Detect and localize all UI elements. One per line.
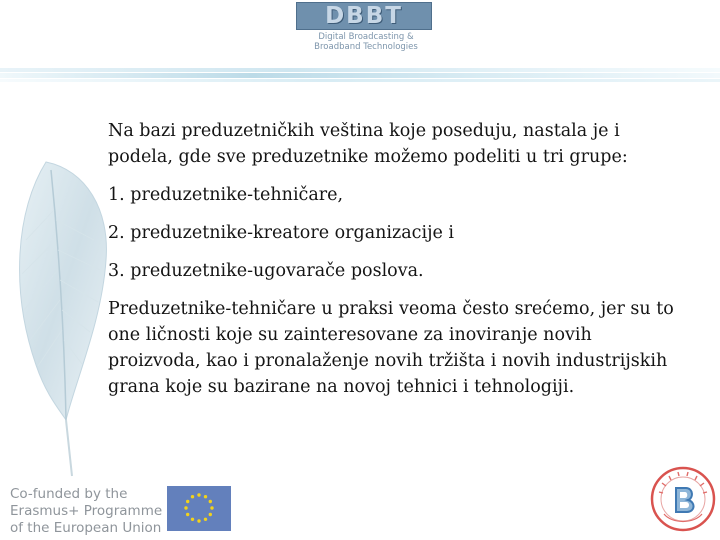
header-stripe — [0, 73, 720, 78]
intro-paragraph: Na bazi preduzetničkih veština koje poseduju, nastala je i podela, gde sve preduzetnike možemo podeliti u tri grupe: — [108, 121, 628, 167]
list-item: 3. preduzetnike-ugovarače poslova. — [108, 261, 424, 281]
dbbt-logo-line2: Broadband Technologies — [314, 42, 418, 52]
cofunded-line: Erasmus+ Programme — [10, 503, 163, 519]
dbbt-logo-line1: Digital Broadcasting & — [318, 32, 414, 42]
university-badge-icon — [650, 466, 716, 532]
feather-quill-icon — [6, 150, 116, 480]
cofunded-text — [10, 486, 163, 537]
list-item: 2. preduzetnike-kreatore organizacije i — [108, 223, 455, 243]
eu-flag-icon — [167, 486, 231, 531]
closing-paragraph: Preduzetnike-tehničare u praksi veoma često srećemo, jer su to one ličnosti koje su zainteresovane za inoviranje novih proizvoda, kao i pronalaženje novih tržišta i novih industrijskih grana koje su bazirane na novoj tehnici i tehnologiji. — [108, 299, 674, 397]
dbbt-logo-box — [296, 2, 432, 30]
dbbt-logo — [296, 2, 432, 54]
dbbt-logo-word: DBBT — [325, 3, 403, 29]
list-item: 1. preduzetnike-tehničare, — [108, 185, 344, 205]
main-text — [108, 118, 688, 400]
header-stripe — [0, 79, 720, 82]
cofunded-line: of the European Union — [10, 520, 162, 536]
header-stripe — [0, 68, 720, 72]
cofunded-line: Co-funded by the — [10, 486, 128, 502]
